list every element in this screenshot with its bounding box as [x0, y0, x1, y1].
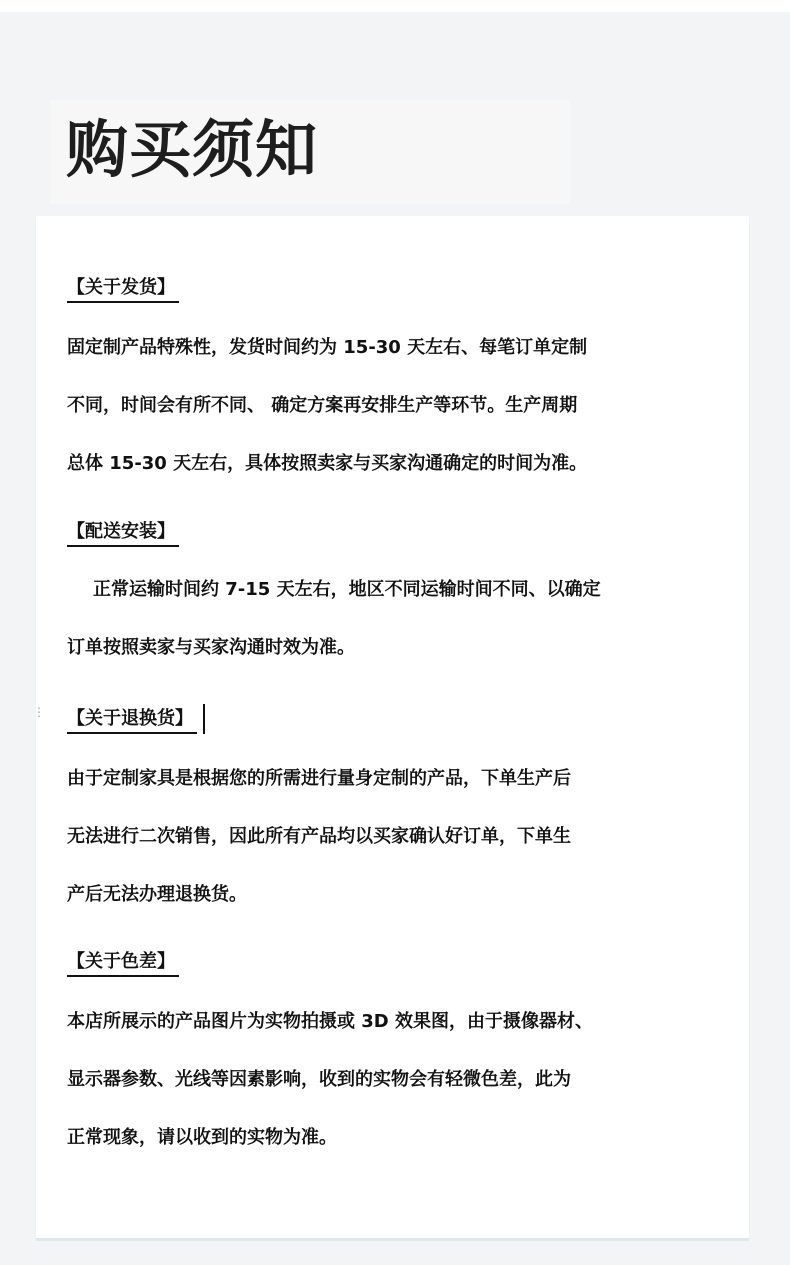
- text-cursor: [203, 704, 205, 734]
- body-line: 产后无法办理退换货。: [67, 884, 247, 905]
- section-body: [67, 561, 727, 677]
- section-shipping: [67, 275, 727, 493]
- page-title: 购买须知: [66, 113, 319, 186]
- section-body: [67, 750, 727, 924]
- section-heading: 【关于退换货】: [67, 706, 197, 734]
- body-line: 正常运输时间约 7-15 天左右，地区不同运输时间不同、以确定: [93, 579, 601, 600]
- section-returns: [67, 704, 727, 924]
- body-line: 无法进行二次销售，因此所有产品均以买家确认好订单，下单生: [67, 826, 571, 847]
- body-line: 订单按照卖家与买家沟通时效为准。: [67, 637, 355, 658]
- body-line: 由于定制家具是根据您的所需进行量身定制的产品，下单生产后: [67, 768, 571, 789]
- body-line: 显示器参数、光线等因素影响，收到的实物会有轻微色差，此为: [67, 1069, 571, 1090]
- section-heading: 【关于色差】: [67, 949, 179, 977]
- top-strip: [0, 0, 790, 12]
- body-line: 正常现象，请以收到的实物为准。: [67, 1127, 337, 1148]
- body-line: 固定制产品特殊性，发货时间约为 15-30 天左右、每笔订单定制: [67, 337, 588, 358]
- section-heading: 【关于发货】: [67, 275, 179, 303]
- section-delivery: [67, 519, 727, 677]
- body-line: 总体 15-30 天左右，具体按照卖家与买家沟通确定的时间为准。: [67, 453, 588, 474]
- section-body: [67, 319, 727, 493]
- body-line: 不同，时间会有所不同、 确定方案再安排生产等环节。生产周期: [67, 395, 578, 416]
- section-body: [67, 993, 727, 1167]
- section-heading: 【配送安装】: [67, 519, 179, 547]
- card-divider: [36, 1238, 749, 1241]
- drag-handle-icon: ⋮: [33, 705, 45, 719]
- section-color-difference: [67, 949, 727, 1167]
- body-line: 本店所展示的产品图片为实物拍摄或 3D 效果图，由于摄像器材、: [67, 1011, 593, 1032]
